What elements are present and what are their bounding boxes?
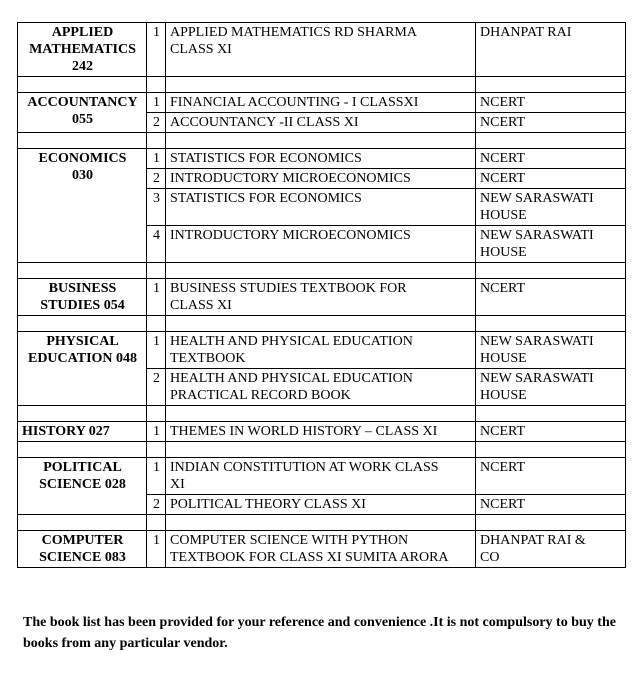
subject-cell — [18, 332, 147, 406]
book-title — [166, 495, 476, 515]
empty-cell — [476, 77, 626, 93]
publisher-line: NCERT — [480, 497, 526, 512]
title-line: STATISTICS FOR ECONOMICS — [170, 151, 362, 166]
book-number: 1 — [147, 332, 166, 369]
empty-cell — [18, 515, 147, 531]
book-title — [166, 369, 476, 406]
book-title — [166, 189, 476, 226]
subject-line: SCIENCE 028 — [39, 477, 126, 492]
publisher-line: NCERT — [480, 281, 526, 296]
book-row — [18, 93, 626, 113]
subject-cell — [18, 458, 147, 515]
book-publisher — [476, 458, 626, 495]
book-number: 1 — [147, 458, 166, 495]
spacer-row — [18, 515, 626, 531]
book-title — [166, 279, 476, 316]
empty-cell — [166, 263, 476, 279]
title-line: INTRODUCTORY MICROECONOMICS — [170, 171, 411, 186]
title-line: PRACTICAL RECORD BOOK — [170, 388, 351, 403]
spacer-row — [18, 263, 626, 279]
book-publisher — [476, 369, 626, 406]
subject-line: 242 — [72, 59, 93, 74]
publisher-line: HOUSE — [480, 388, 527, 403]
book-number: 2 — [147, 369, 166, 406]
book-row — [18, 149, 626, 169]
empty-cell — [476, 515, 626, 531]
subject-line: STUDIES 054 — [40, 298, 125, 313]
empty-cell — [166, 442, 476, 458]
subject-cell — [18, 149, 147, 263]
book-row — [18, 332, 626, 369]
subject-line: 030 — [72, 168, 93, 183]
book-title — [166, 226, 476, 263]
empty-cell — [18, 77, 147, 93]
book-title — [166, 93, 476, 113]
book-title — [166, 422, 476, 442]
title-line: HEALTH AND PHYSICAL EDUCATION — [170, 334, 413, 349]
title-line: COMPUTER SCIENCE WITH PYTHON — [170, 533, 409, 548]
publisher-line: HOUSE — [480, 245, 527, 260]
book-list-body — [18, 23, 626, 568]
book-number: 1 — [147, 93, 166, 113]
publisher-line: DHANPAT RAI — [480, 25, 572, 40]
book-publisher — [476, 189, 626, 226]
subject-line: EDUCATION 048 — [27, 351, 138, 366]
book-publisher — [476, 113, 626, 133]
book-number: 3 — [147, 189, 166, 226]
empty-cell — [147, 263, 166, 279]
subject-cell — [18, 23, 147, 77]
publisher-line: NCERT — [480, 460, 526, 475]
publisher-line: NEW SARASWATI — [480, 371, 594, 386]
book-publisher — [476, 93, 626, 113]
title-line: HEALTH AND PHYSICAL EDUCATION — [170, 371, 413, 386]
subject-cell — [18, 93, 147, 133]
empty-cell — [147, 133, 166, 149]
book-row — [18, 422, 626, 442]
empty-cell — [18, 442, 147, 458]
title-line: THEMES IN WORLD HISTORY – CLASS XI — [170, 424, 438, 439]
publisher-line: NCERT — [480, 424, 526, 439]
empty-cell — [18, 316, 147, 332]
book-row — [18, 531, 626, 568]
subject-line: BUSINESS — [48, 281, 117, 296]
book-publisher — [476, 531, 626, 568]
title-line: INTRODUCTORY MICROECONOMICS — [170, 228, 411, 243]
title-line: BUSINESS STUDIES TEXTBOOK FOR — [170, 281, 407, 296]
book-title — [166, 149, 476, 169]
book-number: 4 — [147, 226, 166, 263]
empty-cell — [166, 133, 476, 149]
book-number: 1 — [147, 23, 166, 77]
subject-line: POLITICAL — [43, 460, 122, 475]
subject-cell — [18, 531, 147, 568]
spacer-row — [18, 77, 626, 93]
title-line: XI — [170, 477, 185, 492]
subject-line: MATHEMATICS — [29, 42, 136, 57]
empty-cell — [18, 133, 147, 149]
subject-cell — [18, 279, 147, 316]
empty-cell — [147, 316, 166, 332]
empty-cell — [166, 515, 476, 531]
publisher-line: NEW SARASWATI — [480, 334, 594, 349]
title-line: STATISTICS FOR ECONOMICS — [170, 191, 362, 206]
empty-cell — [476, 406, 626, 422]
book-publisher — [476, 226, 626, 263]
title-line: ACCOUNTANCY -II CLASS XI — [170, 115, 359, 130]
empty-cell — [18, 263, 147, 279]
subject-line: ECONOMICS — [38, 151, 127, 166]
title-line: INDIAN CONSTITUTION AT WORK CLASS — [170, 460, 439, 475]
book-title — [166, 169, 476, 189]
title-line: TEXTBOOK FOR CLASS XI SUMITA ARORA — [170, 550, 449, 565]
publisher-line: DHANPAT RAI & — [480, 533, 586, 548]
subject-line: HISTORY 027 — [22, 424, 110, 439]
publisher-line: NEW SARASWATI — [480, 191, 594, 206]
title-line: FINANCIAL ACCOUNTING - I CLASSXI — [170, 95, 419, 110]
book-number: 2 — [147, 495, 166, 515]
book-publisher — [476, 422, 626, 442]
spacer-row — [18, 316, 626, 332]
empty-cell — [147, 77, 166, 93]
empty-cell — [476, 133, 626, 149]
subject-line: PHYSICAL — [46, 334, 119, 349]
empty-cell — [166, 77, 476, 93]
publisher-line: CO — [480, 550, 500, 565]
book-publisher — [476, 495, 626, 515]
book-publisher — [476, 332, 626, 369]
publisher-line: NCERT — [480, 115, 526, 130]
book-number: 1 — [147, 279, 166, 316]
spacer-row — [18, 406, 626, 422]
publisher-line: NCERT — [480, 95, 526, 110]
book-title — [166, 113, 476, 133]
book-number: 2 — [147, 113, 166, 133]
subject-line: COMPUTER — [41, 533, 124, 548]
subject-line: SCIENCE 083 — [39, 550, 126, 565]
title-line: POLITICAL THEORY CLASS XI — [170, 497, 366, 512]
empty-cell — [166, 316, 476, 332]
empty-cell — [476, 263, 626, 279]
book-title — [166, 23, 476, 77]
book-publisher — [476, 169, 626, 189]
publisher-line: NCERT — [480, 171, 526, 186]
title-line: TEXTBOOK — [170, 351, 246, 366]
title-line: CLASS XI — [170, 42, 232, 57]
empty-cell — [476, 442, 626, 458]
empty-cell — [147, 515, 166, 531]
book-publisher — [476, 279, 626, 316]
publisher-line: NEW SARASWATI — [480, 228, 594, 243]
book-title — [166, 332, 476, 369]
subject-line: APPLIED — [51, 25, 114, 40]
empty-cell — [147, 406, 166, 422]
title-line: CLASS XI — [170, 298, 232, 313]
disclaimer-note: The book list has been provided for your reference and convenience .It is not compulsory to buy the books from any particular vendor. — [23, 615, 616, 651]
book-publisher — [476, 149, 626, 169]
book-title — [166, 531, 476, 568]
subject-cell — [18, 422, 147, 442]
publisher-line: NCERT — [480, 151, 526, 166]
empty-cell — [476, 316, 626, 332]
book-title — [166, 458, 476, 495]
empty-cell — [18, 406, 147, 422]
book-publisher — [476, 23, 626, 77]
spacer-row — [18, 442, 626, 458]
book-row — [18, 458, 626, 495]
book-row — [18, 23, 626, 77]
book-row — [18, 279, 626, 316]
book-number: 2 — [147, 169, 166, 189]
publisher-line: HOUSE — [480, 351, 527, 366]
publisher-line: HOUSE — [480, 208, 527, 223]
empty-cell — [166, 406, 476, 422]
subject-line: ACCOUNTANCY — [27, 95, 138, 110]
book-list-table — [17, 22, 626, 568]
book-number: 1 — [147, 149, 166, 169]
book-number: 1 — [147, 531, 166, 568]
title-line: APPLIED MATHEMATICS RD SHARMA — [170, 25, 417, 40]
spacer-row — [18, 133, 626, 149]
subject-line: 055 — [72, 112, 93, 127]
empty-cell — [147, 442, 166, 458]
book-number: 1 — [147, 422, 166, 442]
